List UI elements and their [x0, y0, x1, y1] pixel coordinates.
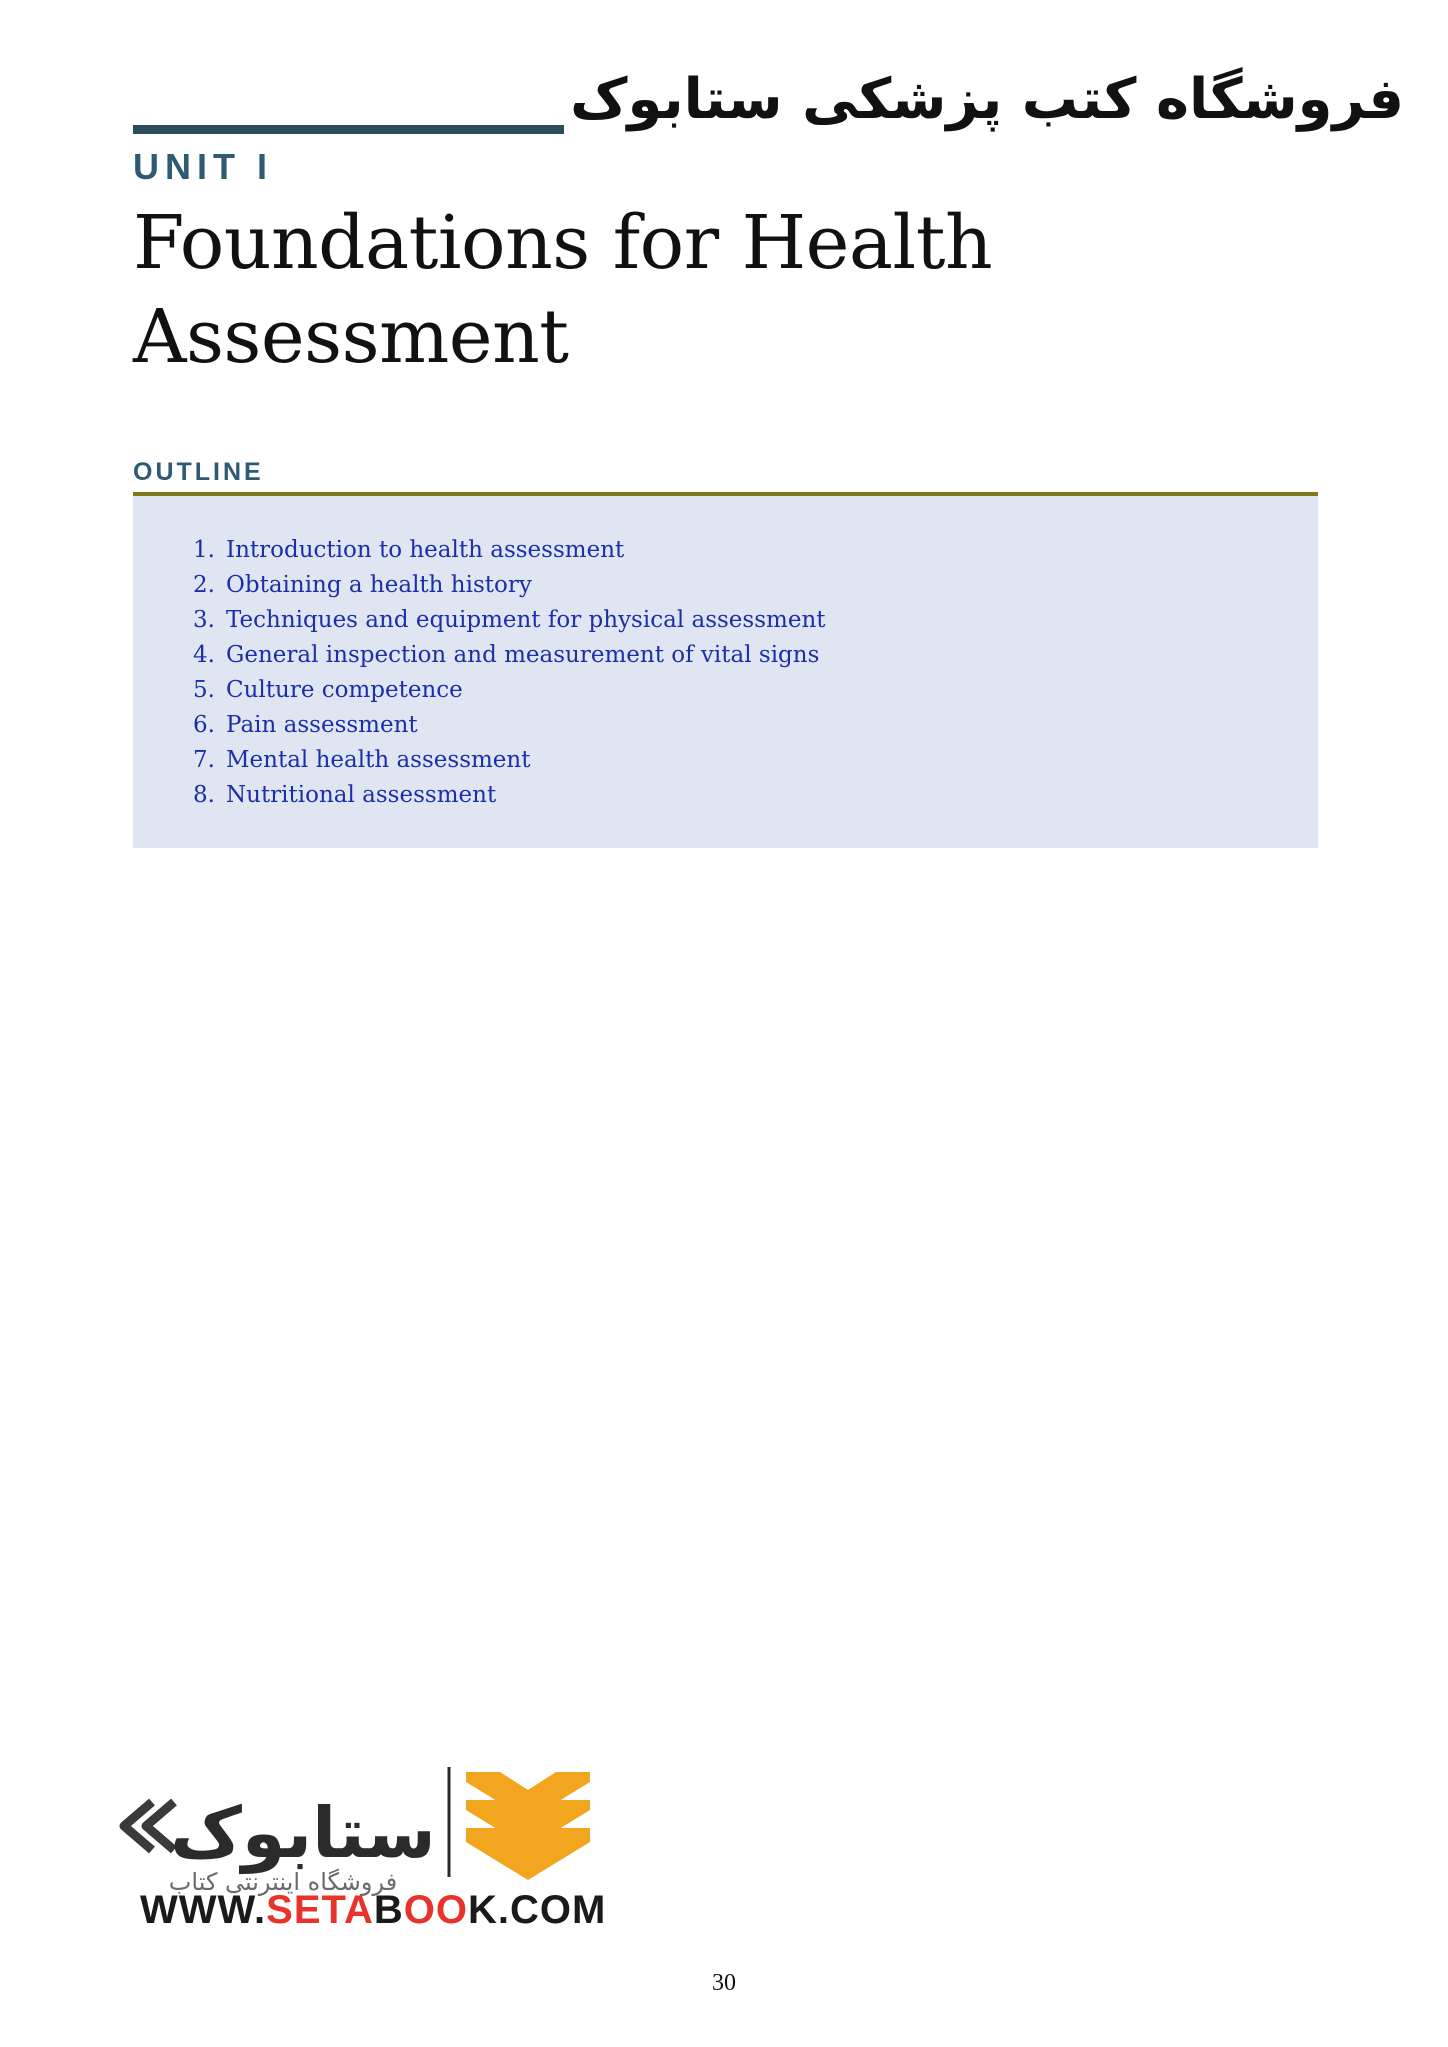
- outline-item-text: Pain assessment: [226, 712, 418, 738]
- outline-item: [193, 638, 826, 673]
- outline-item: [193, 708, 826, 743]
- outline-item-number: 4.: [193, 642, 215, 668]
- outline-item-number: 3.: [193, 607, 215, 633]
- outline-item-number: 5.: [193, 677, 215, 703]
- outline-box: [133, 496, 1318, 848]
- outline-item: [193, 533, 826, 568]
- outline-item: [193, 603, 826, 638]
- outline-item-number: 8.: [193, 782, 215, 808]
- outline-item-text: Mental health assessment: [226, 747, 531, 773]
- logo-tagline-text: فروشگاه اینترنتی کتاب: [168, 1868, 398, 1896]
- outline-item-number: 6.: [193, 712, 215, 738]
- chevron-left-icon: [124, 1802, 174, 1850]
- unit-title-line-1: Foundations for Health: [133, 200, 993, 286]
- unit-label: UNIT I: [133, 146, 273, 187]
- url-suffix: K.COM: [468, 1888, 607, 1932]
- outline-item-text: Culture competence: [226, 677, 463, 703]
- url-mid: B: [373, 1888, 404, 1932]
- publisher-watermark: فروشگاه کتب پزشکی ستابوک: [564, 62, 1410, 138]
- outline-list: [193, 533, 826, 813]
- outline-heading: OUTLINE: [133, 458, 264, 486]
- outline-item-number: 1.: [193, 537, 215, 563]
- website-url[interactable]: [140, 1888, 606, 1933]
- url-prefix: WWW.: [140, 1888, 267, 1932]
- logo-brand-text: ستابوک: [170, 1792, 436, 1874]
- outline-item: [193, 778, 826, 813]
- outline-item: [193, 673, 826, 708]
- outline-item-number: 7.: [193, 747, 215, 773]
- book-icon: [466, 1772, 590, 1880]
- outline-item-text: Introduction to health assessment: [226, 537, 625, 563]
- outline-item-text: Techniques and equipment for physical assessment: [226, 607, 826, 633]
- outline-item-text: Nutritional assessment: [226, 782, 497, 808]
- outline-item-text: Obtaining a health history: [226, 572, 532, 598]
- outline-item-text: General inspection and measurement of vital signs: [226, 642, 820, 668]
- unit-title: [133, 196, 1233, 384]
- page-number: 30: [712, 1970, 736, 1996]
- outline-item: [193, 568, 826, 603]
- url-accent-seta: SETA: [266, 1888, 374, 1932]
- outline-item-number: 2.: [193, 572, 215, 598]
- url-accent-oo: OO: [403, 1888, 469, 1932]
- outline-item: [193, 743, 826, 778]
- unit-title-line-2: Assessment: [133, 294, 569, 380]
